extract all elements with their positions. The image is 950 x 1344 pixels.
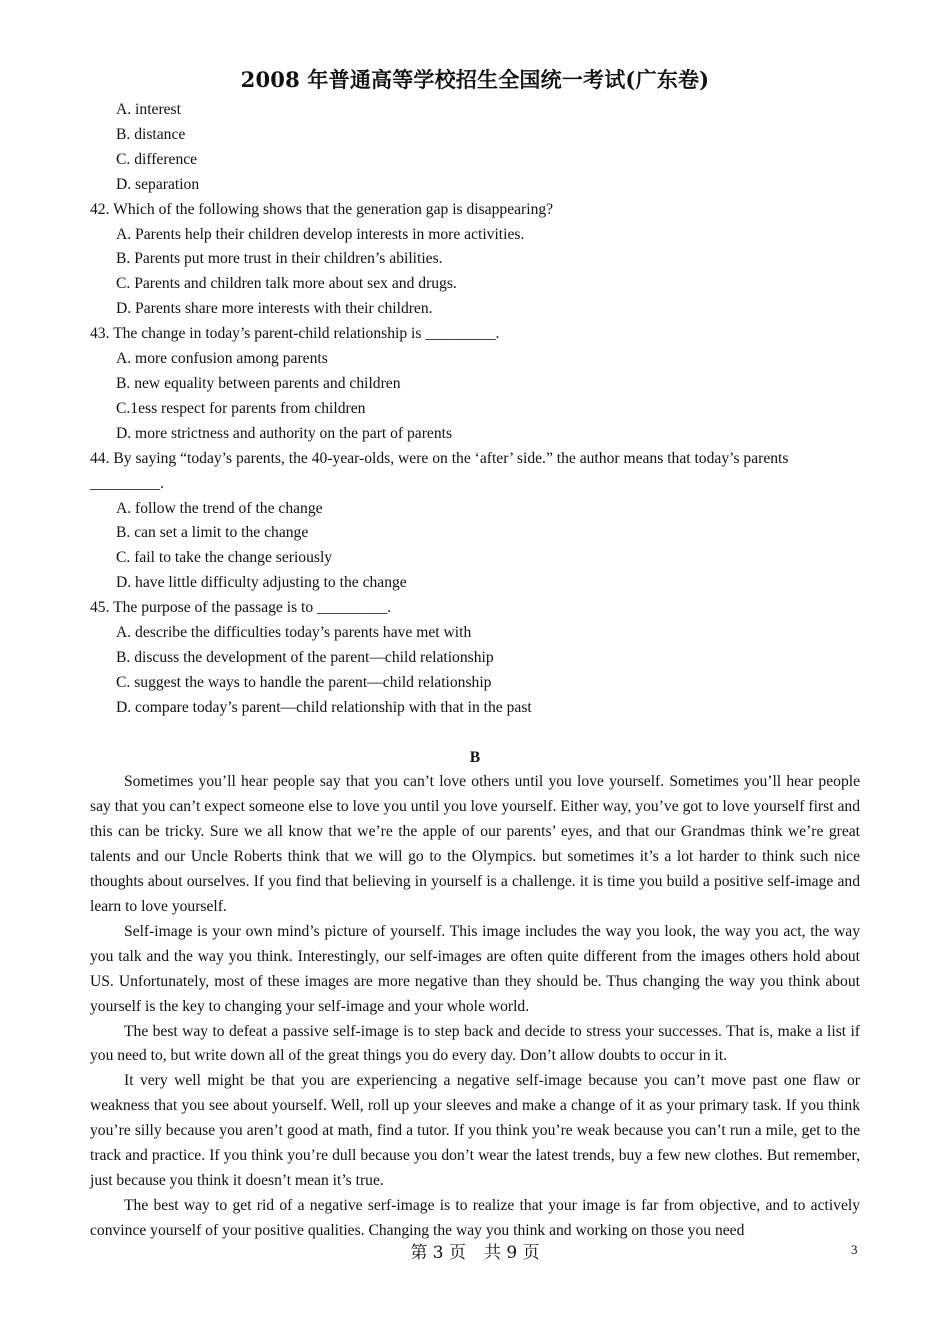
option-44c: C. fail to take the change seriously bbox=[116, 549, 333, 567]
option-41b: B. distance bbox=[116, 125, 186, 143]
passage-paragraph: The best way to defeat a passive self-image is to step back and decide to stress your successes. That is, make a list if you need to, but write down all of the great things you do every day. Don’t allow doubts to occur in it. bbox=[90, 1022, 860, 1065]
page-content bbox=[90, 98, 860, 1244]
passage-paragraph: It very well might be that you are experiencing a negative self-image because you can’t move past one flaw or weakness that you see about yourself. Well, roll up your sleeves and make a change of it as your primary task. If you think you’re silly because you aren’t good at math, find a tutor. If you think you’re weak because you can’t run a mile, get to the track and practice. If you think you’re dull because you don’t wear the latest trends, buy a few new clothes. But remember, just because you think it doesn’t mean it’s true. bbox=[90, 1072, 860, 1189]
question-43 bbox=[90, 322, 860, 447]
option-45a: A. describe the difficulties today’s parents have met with bbox=[116, 624, 472, 642]
question-stem: 43. The change in today’s parent-child relationship is _________. bbox=[90, 325, 500, 343]
question-42 bbox=[90, 198, 860, 323]
option-42c: C. Parents and children talk more about sex and drugs. bbox=[116, 275, 457, 293]
option-42b: B. Parents put more trust in their children’s abilities. bbox=[116, 250, 443, 268]
option-41c: C. difference bbox=[116, 150, 198, 168]
footer-total-pages: 共 9 页 bbox=[484, 1243, 540, 1263]
option-41a: A. interest bbox=[116, 101, 181, 118]
spacer bbox=[90, 721, 860, 746]
question-44 bbox=[90, 447, 860, 596]
option-44d: D. have little difficulty adjusting to the change bbox=[116, 574, 407, 592]
page-number: 3 bbox=[851, 1242, 858, 1257]
passage-b bbox=[90, 746, 860, 1244]
option-44b: B. can set a limit to the change bbox=[116, 524, 309, 542]
option-42d: D. Parents share more interests with their children. bbox=[116, 300, 433, 318]
q41-options bbox=[90, 98, 860, 198]
option-44a: A. follow the trend of the change bbox=[116, 499, 323, 517]
question-stem: 44. By saying “today’s parents, the 40-year-olds, were on the ‘after’ side.” the author means that today’s parents bbox=[90, 449, 789, 467]
question-stem: 42. Which of the following shows that the generation gap is disappearing? bbox=[90, 200, 554, 218]
option-41d: D. separation bbox=[116, 175, 200, 193]
option-43a: A. more confusion among parents bbox=[116, 350, 328, 368]
option-43d: D. more strictness and authority on the part of parents bbox=[116, 424, 453, 442]
option-43c: C.1ess respect for parents from children bbox=[116, 399, 366, 417]
page-footer bbox=[0, 1238, 950, 1263]
question-stem: 45. The purpose of the passage is to _________. bbox=[90, 599, 392, 617]
passage-paragraph: Self-image is your own mind’s picture of yourself. This image includes the way you look, the way you act, the way you talk and the way you think. Interestingly, our self-images are often quite different from the images others hold about US. Unfortunately, most of these images are more negative than they should be. Thus changing the way you think about yourself is the key to changing your self-image and your whole world. bbox=[90, 922, 860, 1015]
question-stem-continuation: _________. bbox=[90, 474, 165, 492]
passage-paragraph: Sometimes you’ll hear people say that you can’t love others until you love yourself. Sometimes you’ll hear people say that you can’t expect someone else to love you until you love yourself. Either way, you’ve got to love yourself first and this can be tricky. Sure we all know that we’re the apple of our parents’ eyes, and that our Grandmas think we’re great talents and our Uncle Roberts think that we will go to the Olympics. but sometimes it’s a lot harder to think such nice thoughts about ourselves. If you find that believing in yourself is a challenge. it is time you build a positive self-image and learn to love yourself. bbox=[90, 773, 860, 915]
option-42a: A. Parents help their children develop interests in more activities. bbox=[116, 225, 525, 243]
passage-paragraph: The best way to get rid of a negative serf-image is to realize that your image is far from objective, and to actively convince yourself of your positive qualities. Changing the way you think and working on those you need bbox=[90, 1196, 860, 1239]
exam-title: 2008 年普通高等学校招生全国统一考试(广东卷) bbox=[240, 67, 710, 92]
option-45b: B. discuss the development of the parent—child relationship bbox=[116, 648, 494, 666]
footer-current-page: 第 3 页 bbox=[410, 1243, 466, 1263]
option-45d: D. compare today’s parent—child relationship with that in the past bbox=[116, 698, 532, 716]
option-43b: B. new equality between parents and children bbox=[116, 374, 401, 392]
option-45c: C. suggest the ways to handle the parent—child relationship bbox=[116, 673, 492, 691]
section-heading: B bbox=[469, 748, 481, 766]
question-45 bbox=[90, 596, 860, 721]
